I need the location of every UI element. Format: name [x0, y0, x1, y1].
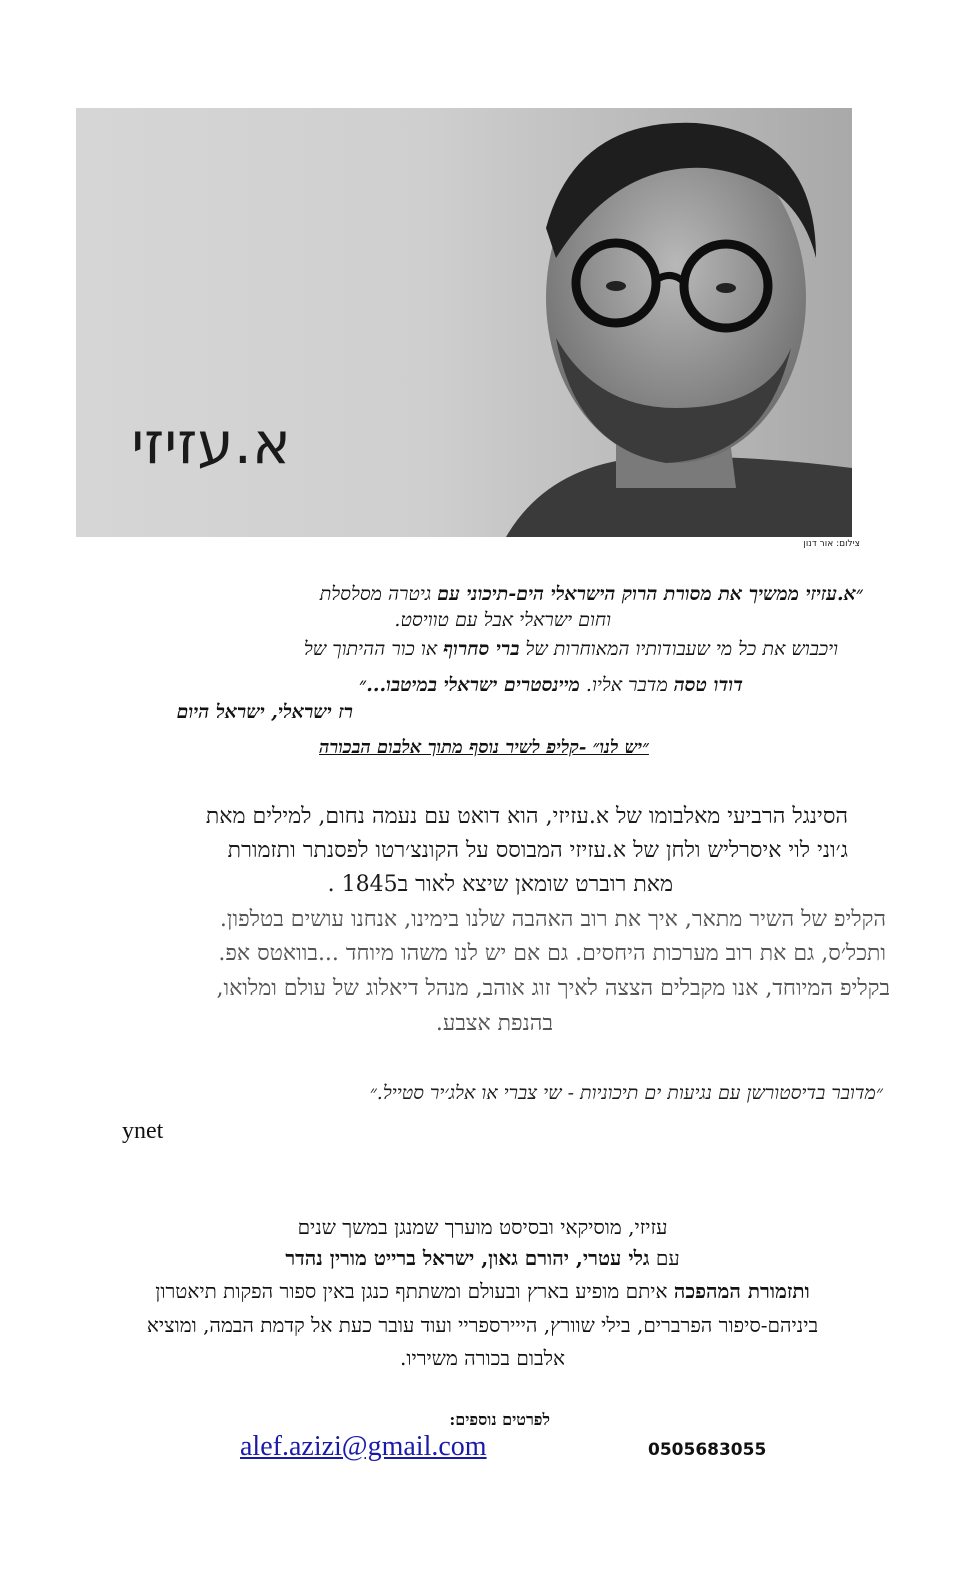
paragraph-1-line-2: ג׳וני לוי איסרליש ולחן של א.עזיזי המבוסס על הקונצ׳רטו לפסנתר ותזמורת	[227, 838, 848, 863]
quote-line-4-mid: מדבר אליו.	[579, 674, 674, 696]
paragraph-2-line-4: בהנפת אצבע.	[435, 1011, 553, 1036]
paragraph-1-line-1: הסינגל הרביעי מאלבומו של א.עזיזי, הוא דואט עם נעמה נחום, למילים מאת	[205, 804, 848, 829]
bio-line-3-rest: איתם מופיע בארץ ובעולם ומשתתף כנגן באין ספור הפקות תיאטרון	[155, 1279, 674, 1303]
bio-line-3	[60, 1276, 905, 1307]
quote-line-3-start: ויכבוש את כל מי שעבודותיו המאוחרות של	[519, 638, 838, 660]
bio-line-4: ביניהם-סיפור הפרברים, בילי שוורץ, הייירספריי ועוד עובר כעת אל קדמת הבמה, ומוציא	[146, 1313, 819, 1337]
quote-line-3-end: או כור ההיתוך של	[303, 638, 444, 660]
quote-line-4-bold-b: מיינסטרים ישראלי במיטבו...״	[359, 674, 580, 696]
portrait-illustration	[76, 108, 852, 537]
bio-line-1: עזיזי, מוסיקאי ובסיסט מוערך שמנגן במשך שנים	[297, 1215, 668, 1239]
bio-line-3-bold: ותזמורת המהפכה	[673, 1279, 810, 1303]
quote-line-4-bold-a: דודו טסה	[673, 674, 743, 696]
phone-number: 0505683055	[648, 1440, 767, 1460]
quote-source: רז ישראלי, ישראל היום	[176, 701, 353, 723]
paragraph-2-line-3: בקליפ המיוחד, אנו מקבלים הצצה לאיך זוג אוהב, מנהל דיאלוג של עולם ומלואו,	[216, 976, 890, 1001]
song-subtitle: ״יש לנו״ -קליפ לשיר נוסף מתוך אלבום הבכורה	[319, 737, 649, 758]
quote-line-4	[359, 673, 743, 698]
paragraph-2-line-2: ותכל׳ס, גם את רוב מערכות היחסים. גם אם יש לנו משהו מיוחד ...בוואטס אפ.	[218, 941, 886, 966]
paragraph-1-line-3: מאת רוברט שומאן שיצא לאור ב1845 .	[327, 872, 673, 897]
eye-left	[606, 281, 626, 291]
email-link[interactable]: alef.azizi@gmail.com	[240, 1431, 487, 1462]
contact-label: לפרטים נוספים:	[449, 1410, 550, 1429]
bio-line-5: אלבום בכורה משיריו.	[400, 1346, 565, 1370]
bio-line-2-bold: גלי עטרי, יהורם גאון, ישראל ברייט מורין נהדר	[285, 1246, 650, 1270]
quote-line-2: וחום ישראלי אבל עם טוויסט.	[394, 609, 611, 631]
quote-line-1	[320, 582, 863, 607]
quote-line-1-bold: ״א.עזיזי ממשיך את מסורת הרוק הישראלי הים-תיכוני עם	[437, 583, 863, 605]
photo-credit: צילום: אור דנון	[803, 539, 860, 549]
quote-line-3	[304, 637, 838, 662]
ynet-quote: ״מדובר בדיסטורשן עם נגיעות ים תיכוניות - שי צברי או אלג׳יר סטייל.״	[369, 1082, 883, 1104]
ynet-source: ynet	[122, 1118, 164, 1144]
quote-line-3-bold: ברי סחרוף	[443, 638, 520, 660]
paragraph-2-line-1: הקליפ של השיר מתאר, איך את רוב האהבה שלנו בימינו, אנחנו עושים בטלפון.	[219, 907, 886, 932]
artist-photo	[76, 108, 852, 537]
bio-line-2-start: עם	[649, 1246, 680, 1270]
bio-line-2	[60, 1243, 905, 1274]
eye-right	[716, 283, 736, 293]
signature-logo	[131, 409, 291, 477]
signature-text: א.עזיזי	[131, 409, 291, 477]
quote-line-1-rest: גיטרה מסלסלת	[319, 583, 438, 605]
